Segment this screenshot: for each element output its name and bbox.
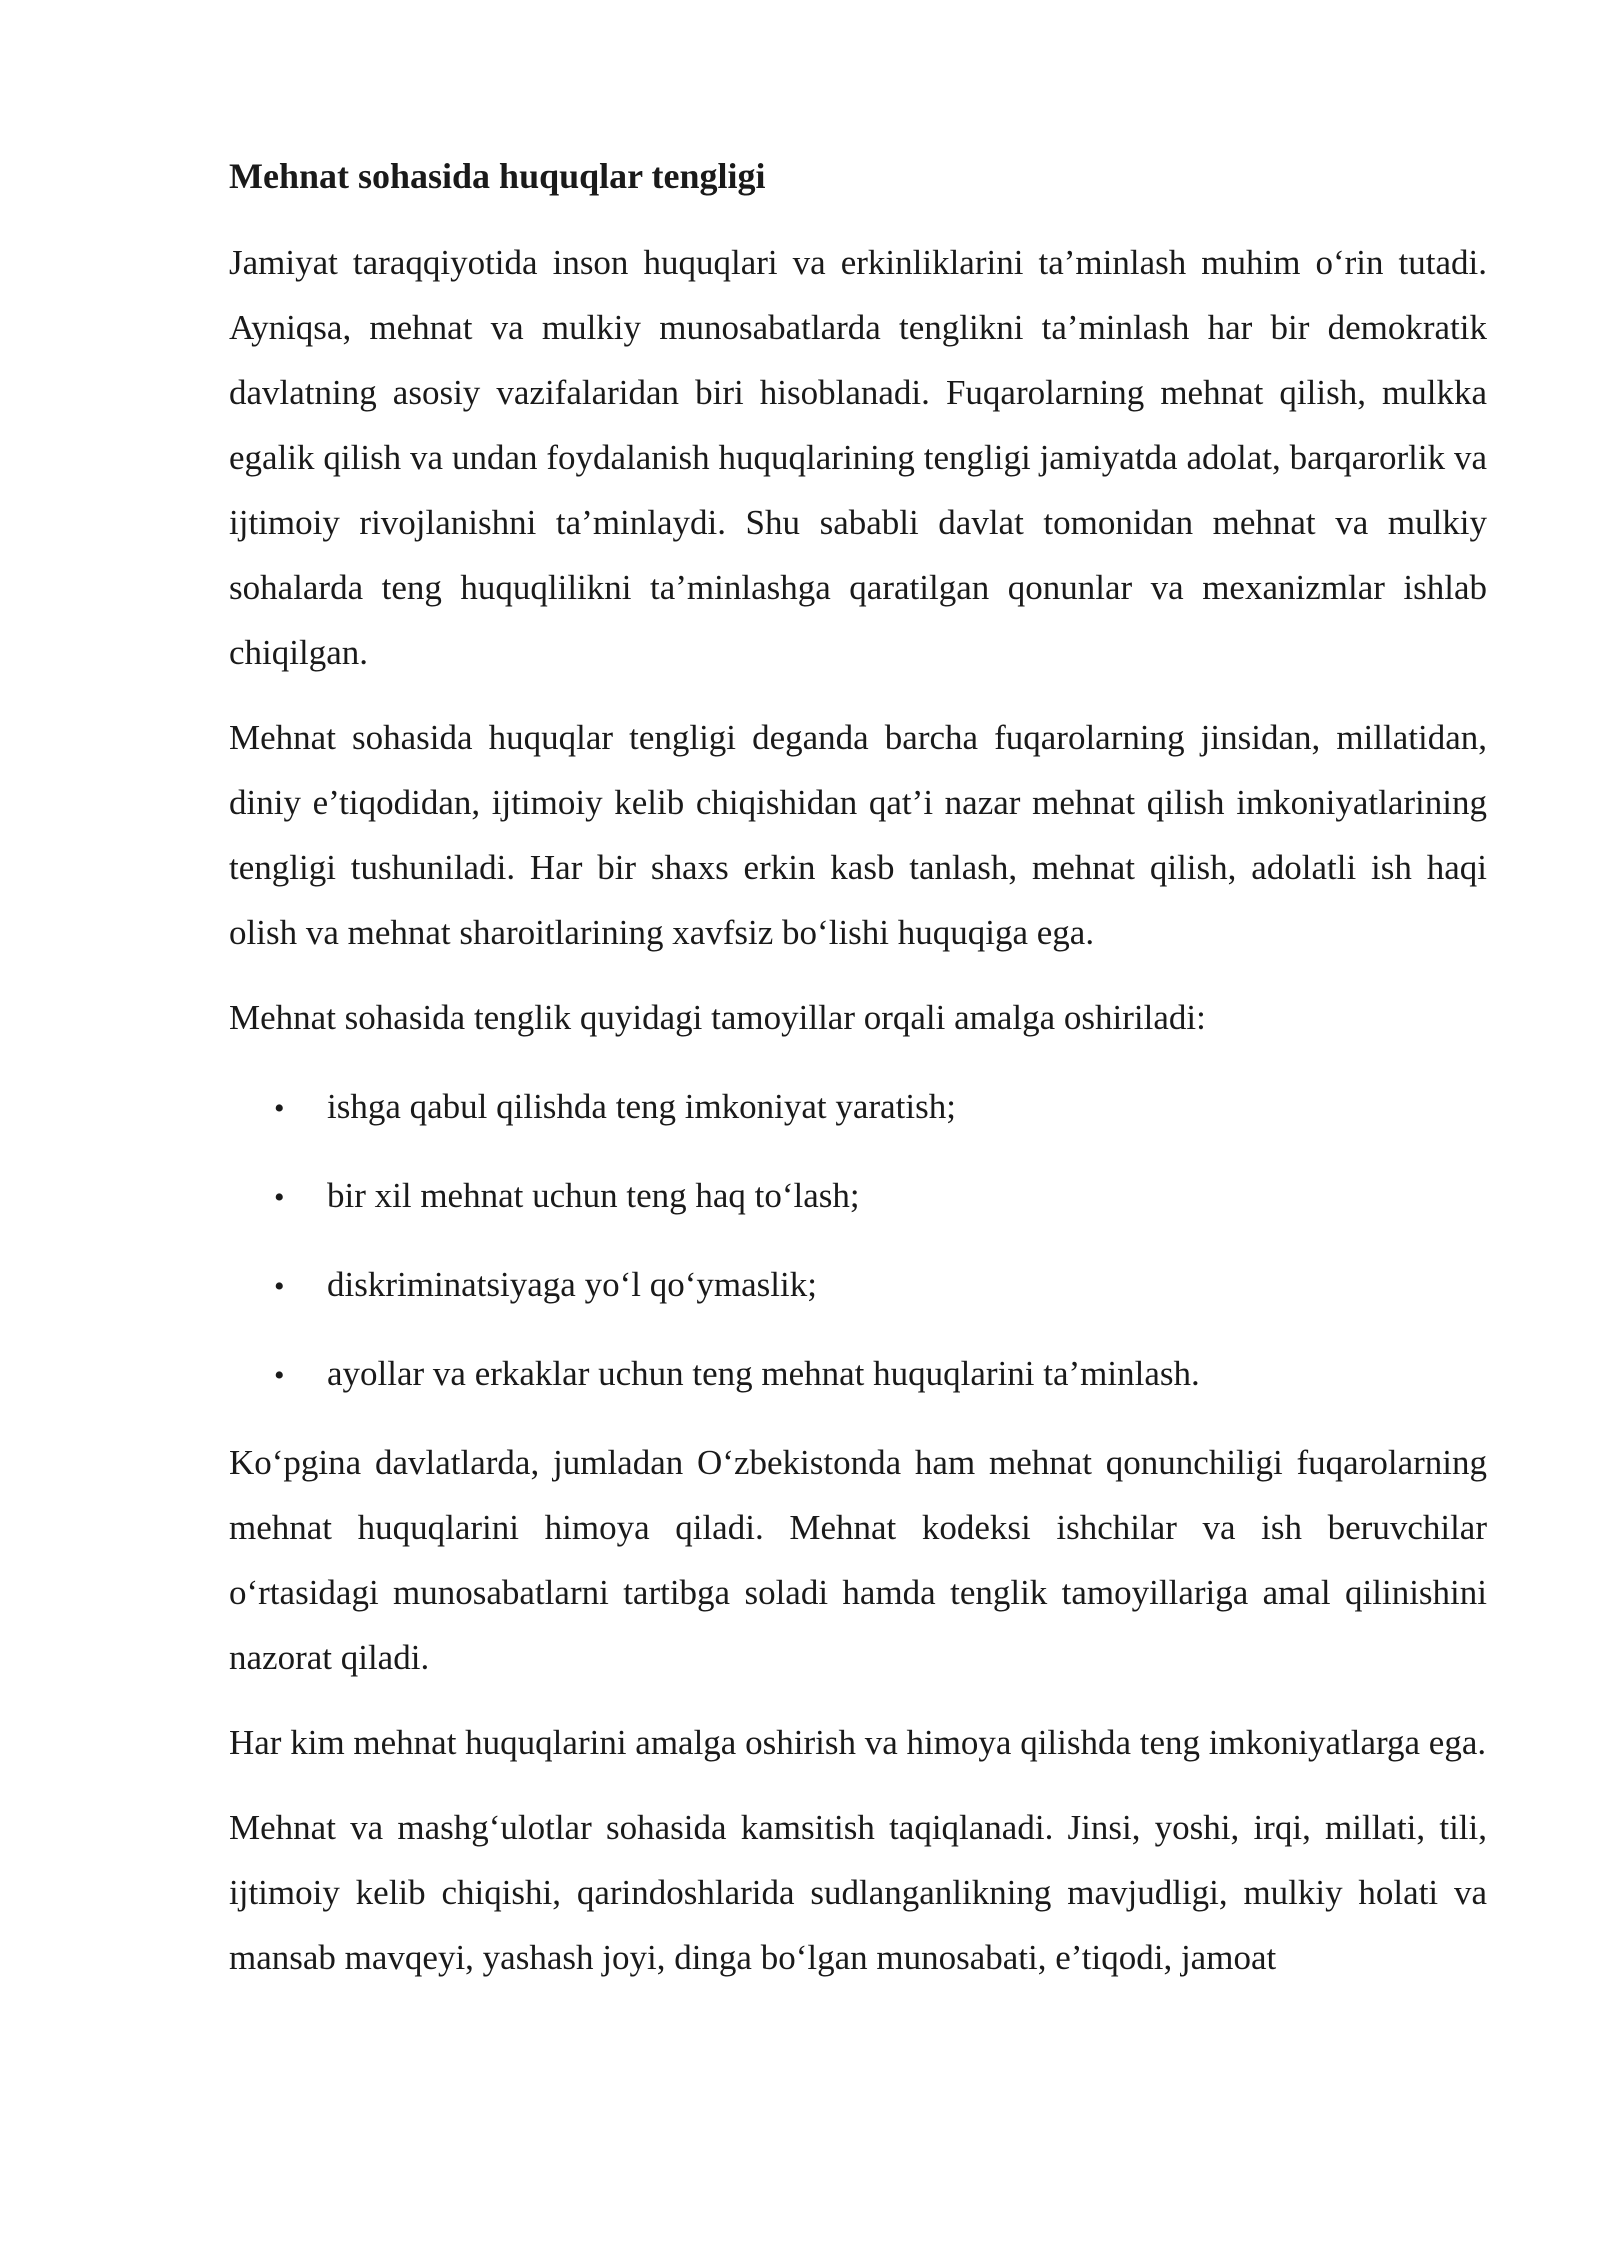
paragraph-intro-1: Jamiyat taraqqiyotida inson huquqlari va erkinliklarini ta’minlash muhim o‘rin tutadi. Ayniqsa, mehnat va mulkiy munosabatlarda tenglikni ta’minlash har bir demokratik davlatning asosiy vazifalaridan biri hisoblanadi. Fuqarolarning mehnat qilish, mulkka egalik qilish va undan foydalanish huquqlarining tengligi jamiyatda adolat, barqarorlik va ijtimoiy rivojlanishni ta’minlaydi. Shu sababli davlat tomonidan mehnat va mulkiy sohalarda teng huquqlilikni ta’minlashga qaratilgan qonunlar va mexanizmlar ishlab chiqilgan. xyxy=(229,243,1487,672)
list-item-text: ishga qabul qilishda teng imkoniyat yaratish; xyxy=(327,1087,956,1126)
paragraph-intro-2: Mehnat sohasida huquqlar tengligi deganda barcha fuqarolarning jinsidan, millatidan, diniy e’tiqodidan, ijtimoiy kelib chiqishidan qat’i nazar mehnat qilish imkoniyatlarining tengligi tushuniladi. Har bir shaxs erkin kasb tanlash, mehnat qilish, adolatli ish haqi olish va mehnat sharoitlarining xavfsiz bo‘lishi huquqiga ega. xyxy=(229,718,1487,952)
bullet-icon: • xyxy=(274,1092,285,1125)
bullet-icon: • xyxy=(274,1270,285,1303)
list-item xyxy=(229,1341,1487,1408)
paragraph-legislation: Ko‘pgina davlatlarda, jumladan O‘zbekistonda ham mehnat qonunchiligi fuqarolarning mehnat huquqlarini himoya qiladi. Mehnat kodeksi ishchilar va ish beruvchilar o‘rtasidagi munosabatlarni tartibga soladi hamda tenglik tamoyillariga amal qilinishini nazorat qiladi. xyxy=(229,1443,1487,1677)
document-title: Mehnat sohasida huquqlar tengligi xyxy=(229,156,766,196)
paragraph-equal-opportunities: Har kim mehnat huquqlarini amalga oshirish va himoya qilishda teng imkoniyatlarga ega. xyxy=(229,1723,1487,1762)
list-item xyxy=(229,1163,1487,1230)
paragraph-discrimination: Mehnat va mashg‘ulotlar sohasida kamsitish taqiqlanadi. Jinsi, yoshi, irqi, millati, tili, ijtimoiy kelib chiqishi, qarindoshlarida sudlanganlikning mavjudligi, mulkiy holati va mansab mavqeyi, yashash joyi, dinga bo‘lgan munosabati, e’tiqodi, jamoat xyxy=(229,1808,1487,1977)
list-item-text: ayollar va erkaklar uchun teng mehnat huquqlarini ta’minlash. xyxy=(327,1354,1200,1393)
bullet-icon: • xyxy=(274,1181,285,1214)
list-item-text: bir xil mehnat uchun teng haq to‘lash; xyxy=(327,1176,860,1215)
principles-list xyxy=(229,1074,1487,1408)
paragraph-list-lead: Mehnat sohasida tenglik quyidagi tamoyillar orqali amalga oshiriladi: xyxy=(229,998,1206,1037)
document-page xyxy=(229,148,1487,2010)
list-item xyxy=(229,1252,1487,1319)
list-item-text: diskriminatsiyaga yo‘l qo‘ymaslik; xyxy=(327,1265,817,1304)
bullet-icon: • xyxy=(274,1359,285,1392)
list-item xyxy=(229,1074,1487,1141)
